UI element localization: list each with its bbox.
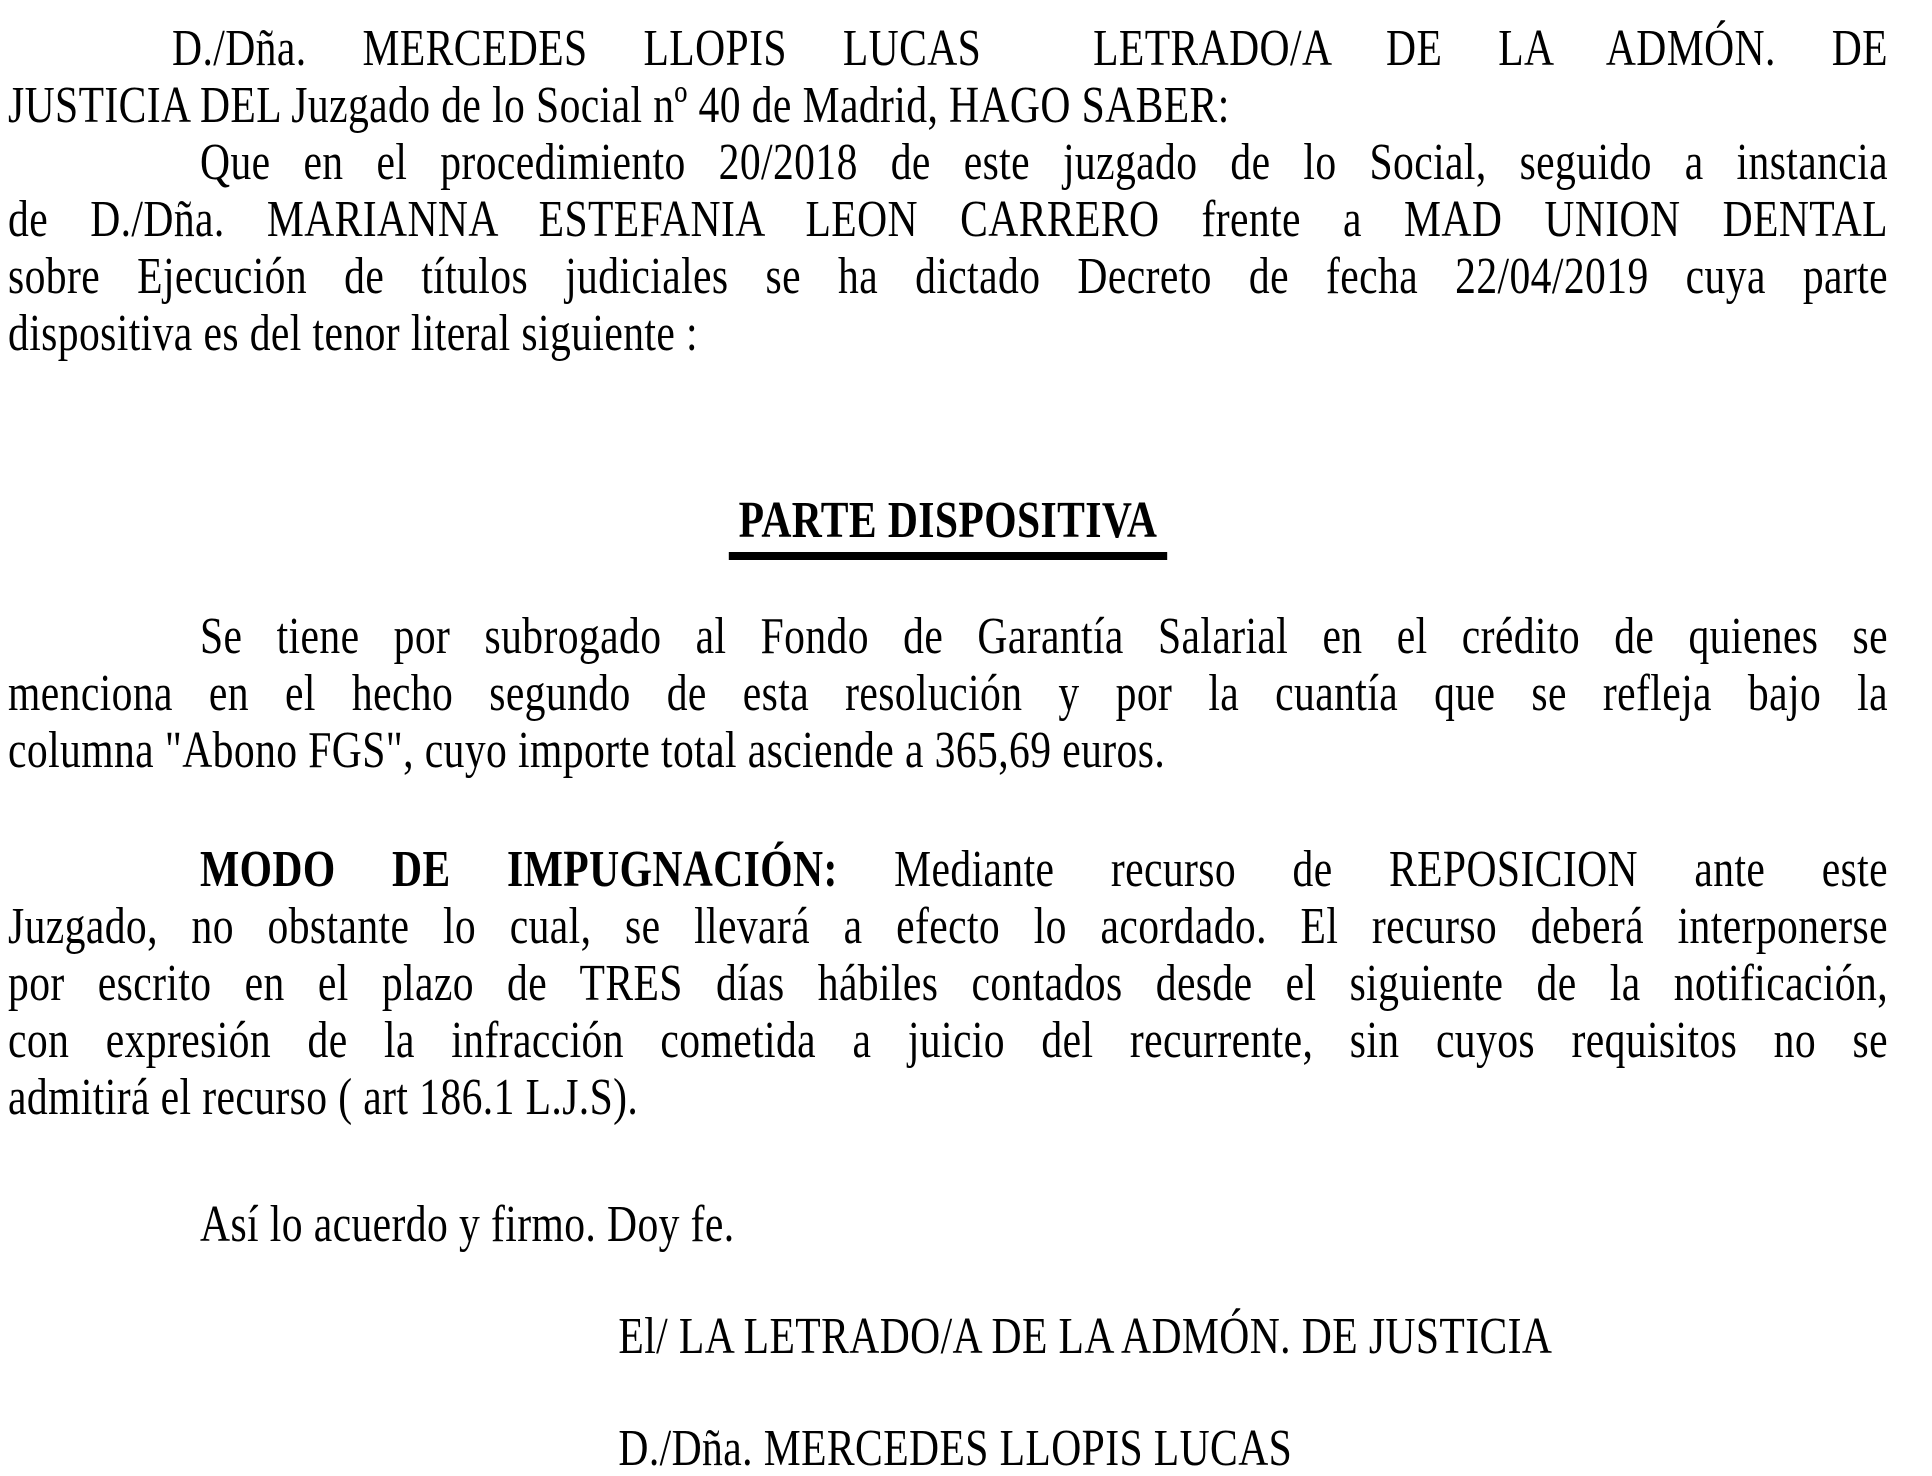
appeal-line-2: Juzgado, no obstante lo cual, se llevará a efecto lo acordado. El recurso deberá interponerse [8,898,1888,955]
appeal-line-4: con expresión de la infracción cometida a juicio del recurrente, sin cuyos requisitos no se [8,1012,1888,1069]
closing-statement: Así lo acuerdo y firmo. Doy fe. [200,1196,735,1253]
operative-line-1: Se tiene por subrogado al Fondo de Garantía Salarial en el crédito de quienes se [200,608,1888,665]
signature-role: El/ LA LETRADO/A DE LA ADMÓN. DE JUSTICIA [618,1308,1553,1365]
appeal-line-3: por escrito en el plazo de TRES días hábiles contados desde el siguiente de la notificación, [8,955,1888,1012]
appeal-label: MODO DE IMPUGNACIÓN: [200,841,838,898]
intro-line-4: de D./Dña. MARIANNA ESTEFANIA LEON CARRERO frente a MAD UNION DENTAL [8,191,1888,248]
appeal-line-1-rest: Mediante recurso de REPOSICION ante este [837,841,1889,898]
signature-name: D./Dña. MERCEDES LLOPIS LUCAS [618,1420,1293,1476]
intro-paragraph [8,20,1888,362]
section-heading [8,492,1888,560]
intro-line-5: sobre Ejecución de títulos judiciales se ha dictado Decreto de fecha 22/04/2019 cuya parte [8,248,1888,305]
appeal-paragraph [8,841,1888,1126]
appeal-line-1 [8,841,1888,898]
operative-line-2: menciona en el hecho segundo de esta resolución y por la cuantía que se refleja bajo la [8,665,1888,722]
intro-line-1: D./Dña. MERCEDES LLOPIS LUCAS LETRADO/A DE LA ADMÓN. DE [172,20,1888,77]
intro-line-6: dispositiva es del tenor literal siguiente : [8,305,698,362]
intro-line-2: JUSTICIA DEL Juzgado de lo Social nº 40 de Madrid, HAGO SABER: [8,77,1230,134]
intro-line-3: Que en el procedimiento 20/2018 de este juzgado de lo Social, seguido a instancia [200,134,1888,191]
section-heading-text: PARTE DISPOSITIVA [729,492,1167,560]
appeal-line-5: admitirá el recurso ( art 186.1 L.J.S). [8,1069,639,1126]
operative-paragraph [8,608,1888,779]
operative-line-3: columna "Abono FGS", cuyo importe total asciende a 365,69 euros. [8,722,1166,779]
